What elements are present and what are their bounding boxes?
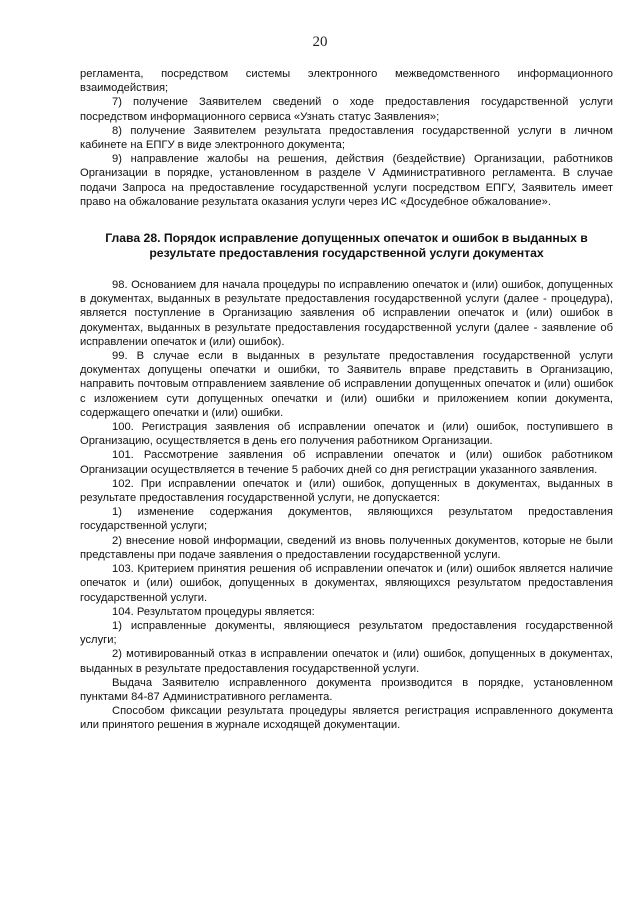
paragraph-item-9: 9) направление жалобы на решения, действия (бездействие) Организации, работников Организации в порядке, установленном в разделе V Административного регламента. В случае подачи Запроса на предоставление государственной услуги посредством ЕПГУ, Заявитель имеет право на обжалование результата оказания услуги через ИС «Досудебное обжалование».: [80, 153, 613, 208]
paragraph-98: 98. Основанием для начала процедуры по исправлению опечаток и (или) ошибок, допущенных в документах, выданных в результате предоставления государственной услуги (далее - процедура), является поступление в Организацию заявления об исправлении опечаток и (или) ошибок в документах, выданных в результате предоставления государственной услуги (далее - заявление об исправлении опечаток и (или) ошибок).: [80, 279, 613, 348]
paragraph-101: 101. Рассмотрение заявления об исправлении опечаток и (или) ошибок работником Организации осуществляется в течение 5 рабочих дней со дня регистрации указанного заявления.: [80, 449, 613, 476]
document-body: [80, 67, 613, 733]
paragraph-102: 102. При исправлении опечаток и (или) ошибок, допущенных в документах, выданных в результате предоставления государственной услуги, не допускается:: [80, 477, 613, 505]
paragraph-103: 103. Критерием принятия решения об исправлении опечаток и (или) ошибок является наличие опечаток и (или) ошибок, допущенных в документах, являющихся результатом предоставления государственной услуги.: [80, 563, 613, 604]
paragraph-100: 100. Регистрация заявления об исправлении опечаток и (или) ошибок, поступившего в Организацию, осуществляется в день его получения работником Организации.: [80, 421, 613, 448]
paragraph-102-item-1: 1) изменение содержания документов, являющихся результатом предоставления государственной услуги;: [80, 506, 613, 533]
paragraph-item-8: 8) получение Заявителем результата предоставления государственной услуги в личном кабинете на ЕПГУ в виде электронного документа;: [80, 124, 613, 152]
paragraph-99: 99. В случае если в выданных в результате предоставления государственной услуги документах допущены опечатки и ошибки, то Заявитель вправе представить в Организацию, направить почтовым отправлением заявление об исправлении допущенных опечаток и (или) ошибок с изложением сути допущенных опечатки и (или) ошибки и приложением копии документа, содержащего опечатки и (или) ошибки.: [80, 350, 613, 419]
paragraph-104: 104. Результатом процедуры является:: [112, 605, 315, 618]
paragraph-item-7: 7) получение Заявителем сведений о ходе предоставления государственной услуги посредством информационного сервиса «Узнать статус Заявления»;: [80, 96, 613, 123]
paragraph-recording: Способом фиксации результата процедуры является регистрация исправленного документа или принятого решения в журнале исходящей документации.: [80, 705, 613, 732]
paragraph-104-item-1: 1) исправленные документы, являющиеся результатом предоставления государственной услуги;: [80, 619, 613, 647]
chapter-heading: Глава 28. Порядок исправление допущенных опечаток и ошибок в выданных в результате предоставления государственной услуги документах: [105, 231, 588, 261]
paragraph-issuance: Выдача Заявителю исправленного документа производится в порядке, установленном пунктами 84-87 Административного регламента.: [80, 676, 613, 703]
paragraph-102-item-2: 2) внесение новой информации, сведений из вновь полученных документов, которые не были представлены при подаче заявления о предоставлении государственной услуги.: [80, 534, 613, 561]
page-number: 20: [312, 34, 328, 50]
paragraph-continuation: регламента, посредством системы электронного межведомственного информационного взаимодействия;: [80, 68, 613, 95]
paragraph-104-item-2: 2) мотивированный отказ в исправлении опечаток и (или) ошибок, допущенных в документах, выданных в результате предоставления государственной услуги.: [80, 648, 613, 675]
